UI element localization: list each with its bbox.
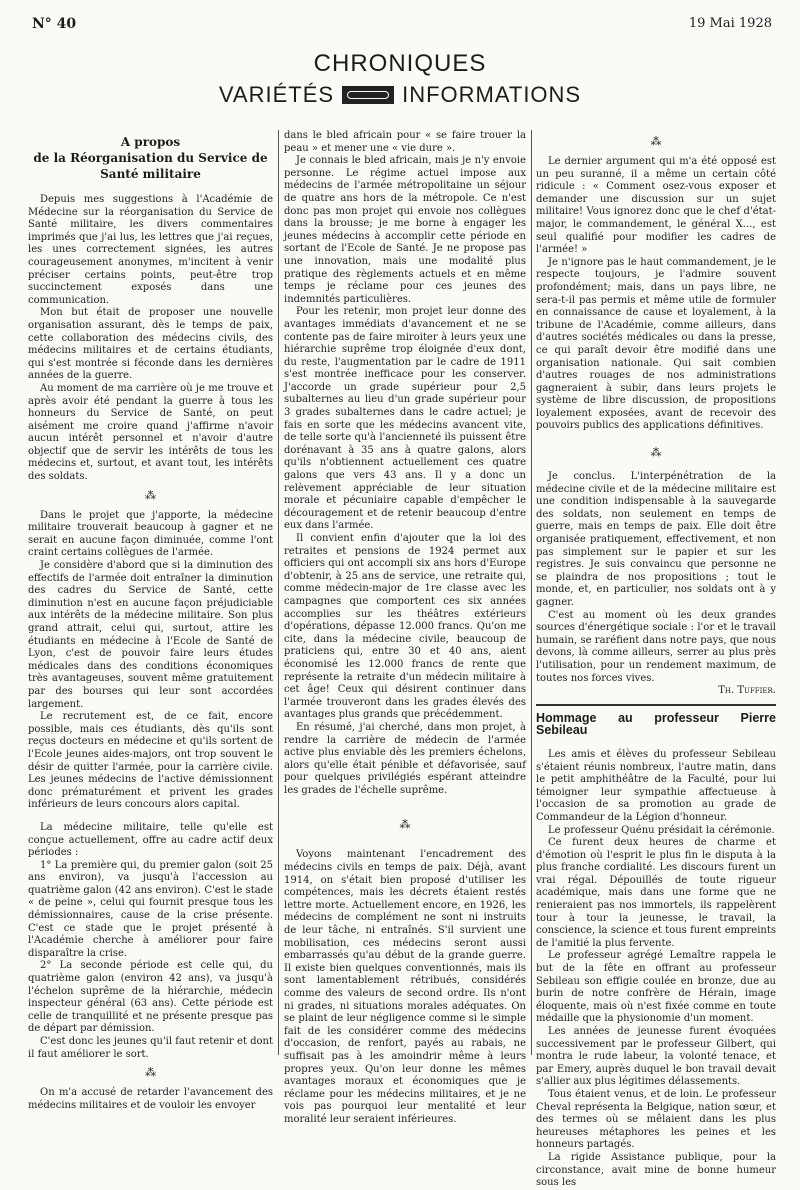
issue-date: 19 Mai 1928: [688, 16, 772, 31]
issue-number: N° 40: [32, 16, 77, 32]
ornament-icon: [342, 86, 394, 104]
paragraph: Depuis mes suggestions à l'Académie de Médecine sur la réorganisation du Service de Santé militaire, les divers commentaires imprimés que j'ai lus, les lettres que j'ai reçues, les unes correctement signées, les autres courageusement anonymes, m'incitent à venir préciser certains points, peut-être trop succinctement exposés dans une communication.: [28, 194, 273, 306]
paragraph: Ce furent deux heures de charme et d'émotion où l'esprit le plus fin le disputa à la plus franche cordialité. Les discours furent un vrai régal. Dépouillés de toute rigueur académique, mais dans une forme que ne renieraient pas nos immortels, ils rappelèrent tour à tour la jeunesse, le travail, la conscience, la science et tous furent empreints de l'amitié la plus fervente.: [536, 837, 776, 949]
article-heading: Hommage au professeur Pierre Sebileau: [536, 710, 776, 738]
paragraph: C'est au moment où les deux grandes sources d'énergétique sociale : l'or et le travail humain, se raréfient dans notre pays, que nous devons, là comme ailleurs, serrer au plus près l'utilisation, pour un rendement maximum, de toutes nos forces vives.: [536, 609, 776, 684]
paragraph: Au moment de ma carrière où je me trouve et après avoir été pendant la guerre à tous les honneurs du Service de Santé, on peut aisément me croire quand j'affirme n'avoir aucun intérêt personnel et n'avoir d'autre objectif que de servir les intérêts de tous les médecins et, surtout, et avant tout, les intérêts des soldats.: [28, 382, 273, 483]
section-asterism: ⁂: [145, 1066, 156, 1080]
paragraph: Je considère d'abord que si la diminution des effectifs de l'armée doit entraîner la diminution des cadres du Service de Santé, cette diminution n'est en aucune façon préjudiciable aux intérêts de la médecine militaire. Son plus grand attrait, celui qui, surtout, attire les étudiants en médecine à l'Ecole de Santé de Lyon, c'est de pouvoir faire leurs études médicales dans des conditions économiques très avantageuses, souvent même gratuitement par des bourses qui leur sont accordées largement.: [28, 560, 273, 710]
section-asterism: ⁂: [399, 818, 411, 832]
article-heading: [28, 134, 273, 182]
paragraph: Voyons maintenant l'encadrement des médecins civils en temps de paix. Déjà, avant 1914, on s'était bien proposé d'utiliser les compétences, mais les décrets étaient restés lettre morte. Actuellement encore, en 1926, les médecins de complément ne sont ni instruits de leur tâche, ni entraînés. S'il survient une mobilisation, ces médecins seront aussi embarrassés qu'au début de la grande guerre. Il existe bien quelques conventionnés, mais ils sont lamentablement rétribués, considérés comme des valeurs de second ordre. Ils n'ont ni grades, ni situations morales adéquates. On se plaint de leur négligence comme si le simple fait de les considérer comme des médecins d'occasion, de renfort, payés au rabais, ne suffisait pas à les amoindrir même à leurs propres yeux. Qu'on leur donne les mêmes avantages moraux et économiques que je réclame pour les médecins militaires, et je ne vois pas pourquoi leur mentalité et leur moralité leur seraient inférieures.: [284, 849, 526, 1125]
section-asterism: ⁂: [145, 488, 156, 502]
paragraph: 2° La seconde période est celle qui, du quatrième galon (environ 42 ans), va jusqu'à l'échelon suprême de la hiérarchie, médecin inspecteur général (63 ans). Cette période est celle de tranquillité et ne présente presque pas de départ par démission.: [28, 960, 273, 1035]
heading-line-1: A propos: [120, 135, 181, 149]
column-2: [284, 130, 526, 1127]
paragraph: Les amis et élèves du professeur Sebileau s'étaient réunis nombreux, l'autre matin, dans le petit amphithéâtre de la Faculté, pour lui témoigner leur sympathie affectueuse à l'occasion de sa promotion au grade de Commandeur de la Légion d'honneur.: [536, 748, 776, 823]
paragraph: Le professeur agrégé Lemaître rappela le but de la fête en offrant au professeur Sebileau son effigie coulée en bronze, due au burin de notre confrère de Hérain, image éloquente, mais où n'est fixée comme en toute médaille que la physionomie d'un moment.: [536, 950, 776, 1025]
column-divider: [531, 130, 532, 1055]
paragraph: Le professeur Quénu présidait la cérémonie.: [548, 824, 775, 836]
paragraph: Je n'ignore pas le haut commandement, je le respecte toujours, je l'admire souvent profondément; mais, dans un pays libre, ne sera-t-il pas permis et même utile de formuler en connaissance de cause et loyalement, à la tribune de l'Académie, comme ailleurs, dans d'autres sociétés médicales ou dans la presse, ce qui paraît devoir être modifié dans une organisation nationale. Qui sait combien d'autres rouages de nos administrations gagneraient à subir, dans leurs projets le système de libre discussion, de propositions loyalement exposées, avant de recevoir des pouvoirs publics des applications définitives.: [536, 256, 776, 432]
column-1: [28, 130, 273, 1112]
heading-line-2: de la Réorganisation du Service de Santé militaire: [33, 151, 268, 181]
column-3: [536, 130, 776, 1190]
paragraph: Dans le projet que j'apporte, la médecine militaire trouverait beaucoup à gagner et ne serait en aucune façon diminuée, comme l'ont craint certains collègues de l'armée.: [28, 509, 273, 559]
paragraph: Je connais le bled africain, mais je n'y envoie personne. Le régime actuel impose aux médecins de l'armée métropolitaine un séjour de quatre ans hors de la métropole. Ce n'est donc pas mon projet qui envoie nos collègues dans la brousse; je me borne à engager les jeunes médecins à accomplir cette période en sortant de l'Ecole de Santé. Je ne propose pas une innovation, mais une modalité plus pratique des règlements actuels et en même temps je réclame pour ces jeunes des indemnités particulières.: [284, 155, 526, 305]
masthead-left: VARIÉTÉS: [218, 82, 335, 107]
paragraph: Il convient enfin d'ajouter que la loi des retraites et pensions de 1924 permet aux officiers qui ont accompli six ans hors d'Europe d'obtenir, à 25 ans de service, une retraite qui, comme médecin-major de 1re classe avec les campagnes que comportent ces six années accomplies sur les théâtres extérieurs d'opérations, dépasse 12.000 francs. Qu'on me cite, dans la médecine civile, beaucoup de praticiens qui, entre 30 et 40 ans, aient économisé les 12.000 francs de rente que représente la retraite d'un médecin militaire à cet âge! Ceux qui désirent continuer dans l'armée trouveront dans les grades élevés des avantages plus grands que précédemment.: [284, 533, 526, 721]
paragraph: dans le bled africain pour « se faire trouer la peau » et mener une « vie dure ».: [284, 130, 526, 154]
paragraph: La médecine militaire, telle qu'elle est conçue actuellement, offre au cadre actif deux périodes :: [28, 821, 273, 859]
paragraph: Pour les retenir, mon projet leur donne des avantages immédiats d'avancement et ne se contente pas de faire miroiter à leurs yeux une hiérarchie suprême trop éloignée d'eux dont, du reste, l'augmentation par le cadre de 1911 s'est montrée inefficace pour les conserver. J'accorde un grade supérieur pour 2,5 subalternes au lieu d'un grade supérieur pour 3 grades subalternes dans le cadre actuel; je fais en sorte que les médecins avancent vite, de telle sorte qu'à l'ancienneté ils puissent être dorénavant à 35 ans à quatre galons, alors qu'ils n'obtiennent actuellement ces quatre galons que vers 43 ans. Il y a donc un relèvement appréciable de leur situation morale et pécuniaire capable d'empêcher le découragement et de retenir beaucoup d'entre eux dans l'armée.: [284, 306, 526, 532]
section-rule: [536, 704, 776, 706]
paragraph: Je conclus. L'interpénétration de la médecine civile et de la médecine militaire est une condition indispensable à la sauvegarde des soldats, non seulement en temps de guerre, mais en temps de paix. Elle doit être organisée pratiquement, effectivement, et non pas simplement sur le papier et sur les registres. Je suis convaincu que personne ne se plaindra de nos propositions ; tout le monde, et, en particulier, nos soldats ont à y gagner.: [536, 471, 776, 608]
masthead-right: INFORMATIONS: [402, 82, 582, 107]
masthead-bottom: [0, 82, 800, 108]
column-divider: [278, 130, 279, 1055]
section-asterism: ⁂: [650, 135, 662, 148]
paragraph: La rigide Assistance publique, pour la circonstance, avait mine de bonne humeur sous les: [536, 1151, 776, 1189]
paragraph: Le recrutement est, de ce fait, encore possible, mais ces étudiants, dès qu'ils sont reçus docteurs en médecine et qu'ils sortent de l'Ecole jeunes aides-majors, ont trop souvent le désir de quitter l'armée, pour la carrière civile. Les jeunes médecins de l'active démissionnent donc prématurément et privent les grades inférieurs de leurs concours alors capital.: [28, 711, 273, 811]
paragraph: Mon but était de proposer une nouvelle organisation assurant, dès le temps de paix, cette collaboration des médecins civils, des médecins militaires et de certains étudiants, qui s'est montrée si féconde dans les dernières années de la guerre.: [28, 307, 273, 382]
paragraph: 1° La première qui, du premier galon (soit 25 ans environ), va jusqu'à l'accession au quatrième galon (42 ans environ). C'est le stade « de peine », celui qui fournit presque tous les démissionnaires, cause de la crise présente. C'est ce stade que le projet présenté à l'Académie cherche à améliorer pour faire disparaître la crise.: [28, 859, 273, 959]
paragraph: Le dernier argument qui m'a été opposé est un peu suranné, il a même un certain côté ridicule : « Comment osez-vous exposer et demander une discussion sur un sujet militaire! Vous ignorez donc que le chef d'état-major, le commandement, le général X..., est seul qualifié pour modifier les cadres de l'armée! »: [536, 156, 776, 256]
section-asterism: ⁂: [650, 446, 662, 460]
paragraph: Les années de jeunesse furent évoquées successivement par le professeur Gilbert, qui montra le rude labeur, la volonté tenace, et par Emery, auprès duquel le bon travail devait s'allier aux plus légitimes délassements.: [536, 1026, 776, 1088]
paragraph: C'est donc les jeunes qu'il faut retenir et dont il faut améliorer le sort.: [28, 1036, 273, 1060]
paragraph: Tous étaient venus, et de loin. Le professeur Cheval représenta la Belgique, nation sœur, et des termes où se mêlaient dans les plus heureuses métaphores les peines et les honneurs partagés.: [536, 1088, 776, 1151]
masthead-top: CHRONIQUES: [313, 50, 487, 77]
author-signature: Th. Tuffier.: [718, 685, 776, 697]
paragraph: On m'a accusé de retarder l'avancement des médecins militaires et de vouloir les envoyer: [28, 1087, 273, 1111]
paragraph: En résumé, j'ai cherché, dans mon projet, à rendre la carrière de médecin de l'armée active plus enviable dès les premiers échelons, alors qu'elle était pénible et défavorisée, sauf pour quelques privilégiés espérant atteindre les grades de l'échelle suprême.: [284, 721, 526, 796]
